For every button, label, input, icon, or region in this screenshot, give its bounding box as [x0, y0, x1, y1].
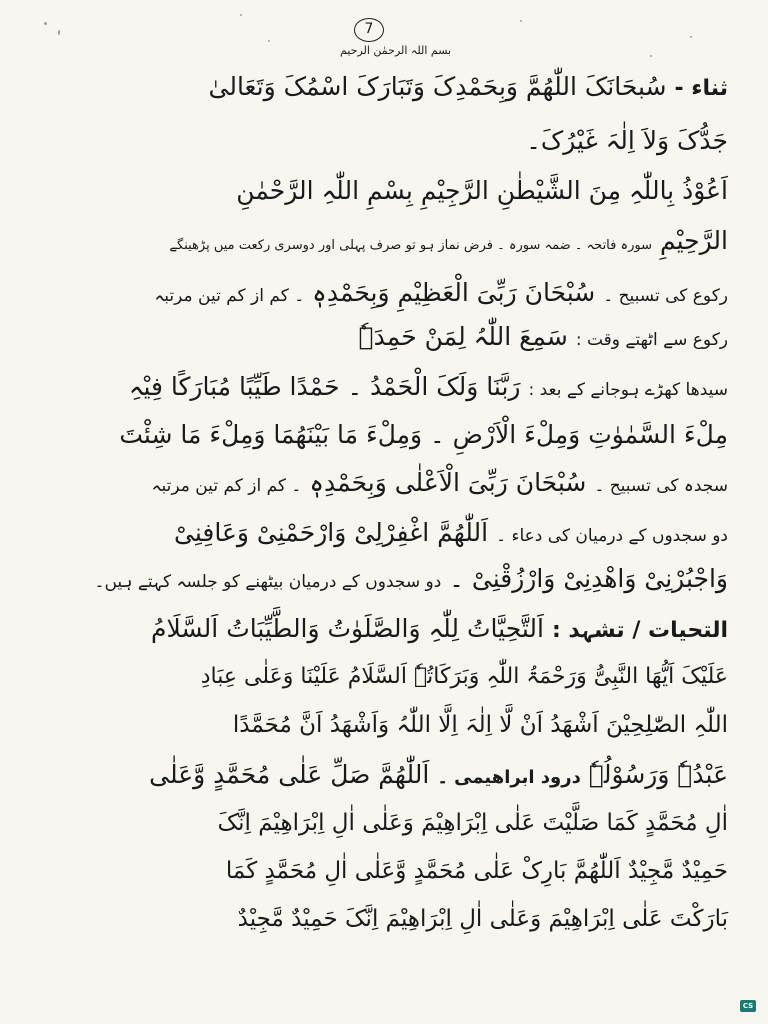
text-line [174, 518, 728, 547]
arabic-text: سُبحَانَکَ اللّٰھُمَّ وَبِحَمْدِکَ وَتَبَارَکَ اسْمُکَ وَتَعَالیٰ [208, 72, 667, 101]
section-label: رکوع کی تسبیح ۔ [603, 286, 728, 306]
arabic-text: عَبْدُہٗ وَرَسُوْلُہٗ [588, 760, 728, 789]
arabic-text: رَبَّنَا وَلَکَ الْحَمْدُ ۔ حَمْدًا طَیِّبًا مُبَارَکًا فِیْہِ [128, 372, 521, 401]
arabic-text: وَاجْبُرْنِیْ وَاھْدِنِیْ وَارْزُقْنِیْ ۔ [449, 564, 728, 593]
text-line [359, 322, 728, 351]
text-line [233, 712, 728, 738]
arabic-text: سُبْحَانَ رَبِّیَ الْاَعْلٰی وَبِحَمْدِہٖ [309, 468, 587, 497]
text-line [129, 372, 728, 401]
section-label: سجدہ کی تسبیح ۔ [594, 476, 728, 496]
scan-speck [44, 22, 47, 25]
urdu-note: دو سجدوں کے درمیان بیٹھنے کو جلسہ کہتے ہیں۔ [94, 572, 442, 592]
arabic-text: عَلَیْکَ اَیُّھَا النَّبِیُّ وَرَحْمَۃُ اللّٰہِ وَبَرَکَاتُہٗ اَلسَّلَامُ عَلَیْنَا وَعَلٰی عِبَادِ [200, 664, 728, 689]
scan-speck [690, 36, 692, 38]
scan-speck [650, 55, 652, 57]
scan-speck [268, 40, 270, 42]
arabic-text: اَللّٰھُمَّ اغْفِرْلِیْ وَارْحَمْنِیْ وَعَافِنِیْ [174, 518, 489, 547]
section-label: دو سجدوں کے درمیان کی دعاء ۔ [496, 526, 728, 546]
text-line [151, 614, 728, 643]
text-line [236, 176, 728, 205]
arabic-text: الرَّحِیْمِ [660, 226, 728, 255]
section-label: درود ابراھیمی ۔ [437, 767, 581, 788]
urdu-note: سورہ فاتحہ ۔ ضمہ سورہ ۔ فرض نماز ہو تو صرف پہلی اور دوسری رکعت میں پڑھینگے [169, 238, 652, 253]
arabic-text: بَارَکْتَ عَلٰی اِبْرَاھِیْمَ وَعَلٰی اٰلِ اِبْرَاھِیْمَ اِنَّکَ حَمِیْدٌ مَّجِیْدٌ [237, 906, 728, 932]
section-label: سیدھا کھڑے ہوجانے کے بعد : [528, 380, 728, 400]
scan-speck [240, 14, 242, 16]
urdu-note: ۔ کم از کم تین مرتبہ [151, 476, 302, 496]
section-label: رکوع سے اٹھتے وقت : [575, 330, 728, 350]
text-line [95, 564, 729, 593]
text-line [238, 906, 728, 932]
arabic-text: سَمِعَ اللّٰہُ لِمَنْ حَمِدَہٗ [358, 322, 568, 351]
arabic-text: اَعُوْذُ بِاللّٰہِ مِنَ الشَّیْطٰنِ الرَّجِیْمِ بِسْمِ اللّٰہِ الرَّحْمٰنِ [236, 176, 728, 205]
text-line [149, 760, 728, 789]
text-line [152, 468, 728, 497]
arabic-text: اٰلِ مُحَمَّدٍ کَمَا صَلَّیْتَ عَلٰی اِبْرَاھِیْمَ وَعَلٰی اٰلِ اِبْرَاھِیْمَ اِنَّکَ [217, 810, 728, 836]
text-line [208, 72, 728, 101]
bismillah-heading: بسم اللہ الرحمٰن الرحیم [340, 44, 452, 57]
text-line [526, 126, 728, 155]
arabic-text: اَللّٰھُمَّ صَلِّ عَلٰی مُحَمَّدٍ وَّعَلٰی [149, 760, 430, 789]
text-line [226, 858, 728, 884]
urdu-note: ۔ کم از کم تین مرتبہ [154, 286, 305, 306]
arabic-text: حَمِیْدٌ مَّجِیْدٌ اَللّٰھُمَّ بَارِکْ عَلٰی مُحَمَّدٍ وَّعَلٰی اٰلِ مُحَمَّدٍ کَمَا [225, 858, 728, 884]
page-number: 7 [354, 18, 384, 42]
text-line [119, 420, 728, 449]
arabic-text: سُبْحَانَ رَبِّیَ الْعَظِیْمِ وَبِحَمْدِہٖ [312, 278, 596, 307]
arabic-text: اللّٰہِ الصّٰلِحِیْنَ اَشْھَدُ اَنْ لَّا اِلٰہَ اِلَّا اللّٰہُ وَاَشْھَدُ اَنَّ مُحَمَّدًا [232, 712, 728, 738]
scan-speck [520, 20, 522, 22]
section-label: التحیات / تشہد : [551, 618, 728, 643]
text-line [154, 278, 728, 307]
text-line [218, 810, 728, 836]
text-line [169, 226, 728, 255]
section-label: ثناء - [674, 76, 728, 101]
text-line [201, 664, 728, 689]
arabic-text: اَلتَّحِیَّاتُ لِلّٰہِ وَالصَّلَوٰتُ وَالطَّیِّبَاتُ اَلسَّلَامُ [150, 614, 544, 643]
arabic-text: جَدُّکَ وَلاَ اِلٰہَ غَیْرُکَ۔ [526, 126, 728, 155]
camscanner-badge: CS [740, 1000, 756, 1012]
scan-speck [58, 30, 60, 35]
arabic-text: مِلْءَ السَّمٰوٰتِ وَمِلْءَ الْاَرْضِ ۔ وَمِلْءَ مَا بَیْنَھُمَا وَمِلْءَ مَا شِئْتَ [119, 420, 728, 449]
